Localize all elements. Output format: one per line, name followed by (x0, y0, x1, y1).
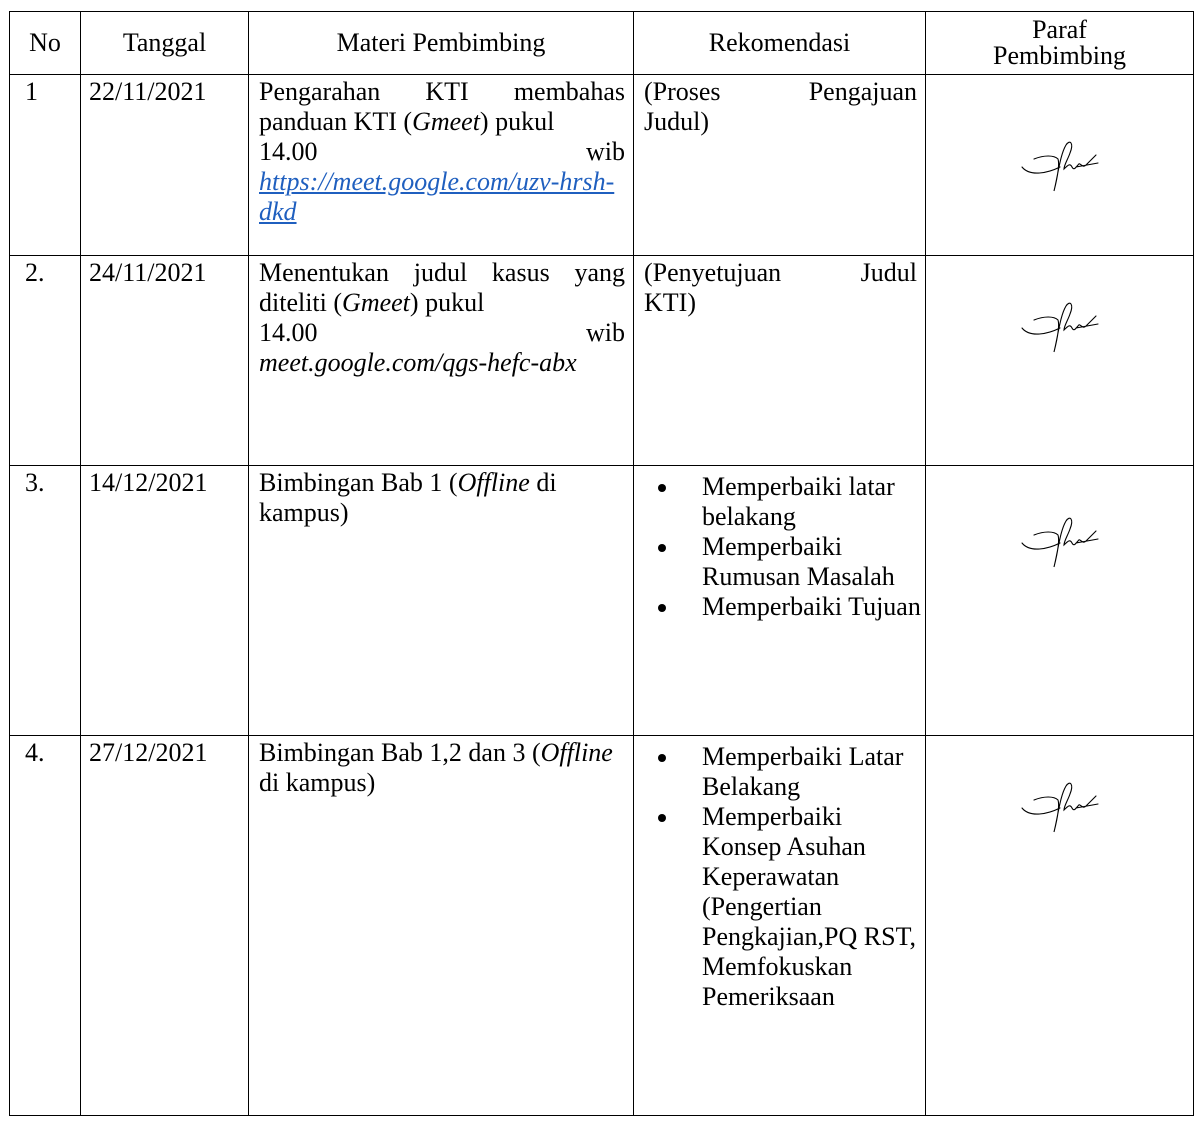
row-no: 2. (10, 256, 81, 466)
row-no: 4. (10, 736, 81, 1116)
table-row (10, 736, 1194, 1116)
row-materi: Bimbingan Bab 1,2 dan 3 (Offline di kampus) (249, 736, 634, 1116)
recommendation-list (634, 466, 925, 622)
header-paraf-line2: Pembimbing (993, 41, 1126, 70)
row-rekomendasi (634, 466, 926, 736)
row-rekomendasi: (Proses Pengajuan Judul) (634, 75, 926, 256)
recommendation-list (634, 736, 925, 1012)
list-item: Memperbaiki Rumusan Masalah (634, 532, 925, 592)
row-paraf (926, 466, 1194, 736)
list-item: Memperbaiki Latar Belakang (634, 742, 925, 802)
materi-link-wrap (259, 167, 625, 227)
materi-time-line: 14.00 wib (259, 137, 625, 166)
row-paraf (926, 736, 1194, 1116)
header-row (10, 12, 1194, 75)
header-paraf-line1: Paraf (1032, 15, 1087, 44)
table-row (10, 75, 1194, 256)
guidance-log-table (9, 11, 1194, 1116)
row-materi (249, 75, 634, 256)
row-no: 1 (10, 75, 81, 256)
row-rekomendasi: (Penyetujuan Judul KTI) (634, 256, 926, 466)
materi-text: Pengarahan KTI membahas panduan KTI (Gmeet) pukul (259, 77, 625, 136)
header-paraf (926, 12, 1194, 75)
row-tanggal: 27/12/2021 (81, 736, 249, 1116)
row-rekomendasi (634, 736, 926, 1116)
header-materi: Materi Pembimbing (249, 12, 634, 75)
row-paraf (926, 75, 1194, 256)
row-tanggal: 24/11/2021 (81, 256, 249, 466)
signature-icon (926, 466, 1193, 616)
header-no: No (10, 12, 81, 75)
row-materi: Menentukan judul kasus yang diteliti (Gmeet) pukul 14.00 wib meet.google.com/qgs-hefc-abx (249, 256, 634, 466)
row-no: 3. (10, 466, 81, 736)
row-materi: Bimbingan Bab 1 (Offline di kampus) (249, 466, 634, 736)
signature-icon (926, 75, 1193, 255)
signature-icon (926, 256, 1193, 396)
signature-icon (926, 736, 1193, 876)
row-tanggal: 22/11/2021 (81, 75, 249, 256)
header-tanggal: Tanggal (81, 12, 249, 75)
meet-link[interactable]: https://meet.google.com/uzv-hrsh-dkd (259, 167, 615, 226)
list-item: Memperbaiki latar belakang (634, 472, 925, 532)
table-row (10, 466, 1194, 736)
meet-link-text: meet.google.com/qgs-hefc-abx (259, 348, 577, 377)
row-paraf (926, 256, 1194, 466)
header-rekomendasi: Rekomendasi (634, 12, 926, 75)
row-tanggal: 14/12/2021 (81, 466, 249, 736)
table-row (10, 256, 1194, 466)
list-item: Memperbaiki Tujuan (634, 592, 925, 622)
list-item: Memperbaiki Konsep Asuhan Keperawatan (Pengertian Pengkajian,PQ RST, Memfokuskan Pemeriksaan (634, 802, 925, 1012)
